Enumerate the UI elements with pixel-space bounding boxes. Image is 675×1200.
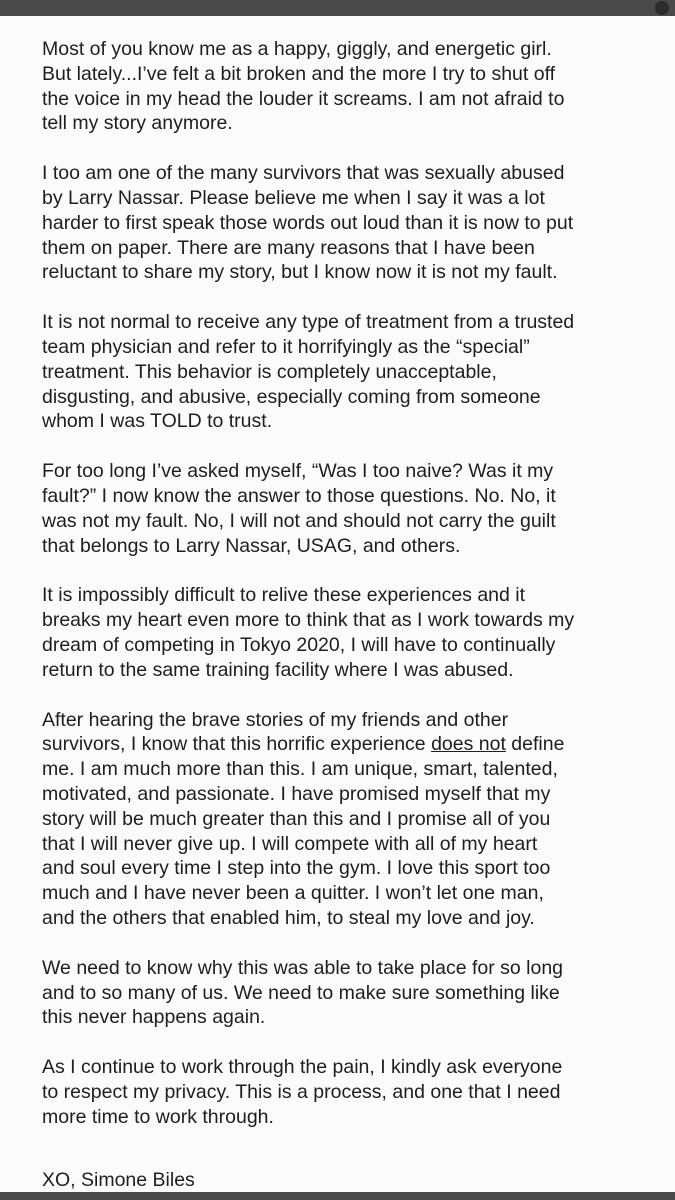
paragraph-3: It is not normal to receive any type of treatment from a trusted team physician and refer to it horrifyingly as the “special” treatment. This behavior is completely unacceptable, disgusting, and abusive, especially coming from someone whom I was TOLD to trust. — [42, 311, 575, 433]
paragraph-8: As I continue to work through the pain, I kindly ask everyone to respect my privacy. This is a process, and one that I need more time to work through. — [42, 1056, 563, 1128]
paragraph-6-start: After hearing the brave stories of my friends and other survivors, I know that this horrific experience — [42, 708, 509, 756]
paragraph-5: It is impossibly difficult to relive these experiences and it breaks my heart even more to think that as I work towards my dream of competing in Tokyo 2020, I will have to continually return to the same training facility where I was abused. — [42, 584, 575, 681]
paragraph-6-end: define me. I am much more than this. I am unique, smart, talented, motivated, and passionate. I have promised myself that my story will be much greater than this and I promise all of you that I will never give up. I will compete with all of my heart and soul every time I step into the gym. I love this sport too much and I have never been a quitter. I won’t let one man, and the others that enabled him, to steal my love and joy. — [42, 733, 565, 929]
paragraph-2: I too am one of the many survivors that was sexually abused by Larry Nassar. Please believe me when I say it was a lot harder to first speak those words out loud than it is now to put them on paper. There are many reasons that I have been reluctant to share my story, but I know now it is not my fault. — [42, 162, 574, 284]
paragraph-7: We need to know why this was able to take place for so long and to so many of us. We need to make sure something like this never happens again. — [42, 956, 564, 1029]
letter-body — [42, 37, 642, 1200]
more-icon[interactable] — [655, 1, 669, 15]
bottom-bar — [0, 1192, 675, 1200]
paragraph-1: Most of you know me as a happy, giggly, and energetic girl. But lately...I’ve felt a bit broken and the more I try to shut off the voice in my head the louder it screams. I am not afraid to tell my story anymore. — [42, 38, 565, 135]
signature: XO, Simone Biles — [42, 1169, 195, 1192]
underlined-phrase: does not — [431, 733, 506, 756]
top-bar — [0, 0, 675, 16]
paragraph-4: For too long I’ve asked myself, “Was I too naive? Was it my fault?” I now know the answer to those questions. No. No, it was not my fault. No, I will not and should not carry the guilt that belongs to Larry Nassar, USAG, and others. — [42, 460, 556, 557]
paragraph-6 — [42, 708, 642, 931]
